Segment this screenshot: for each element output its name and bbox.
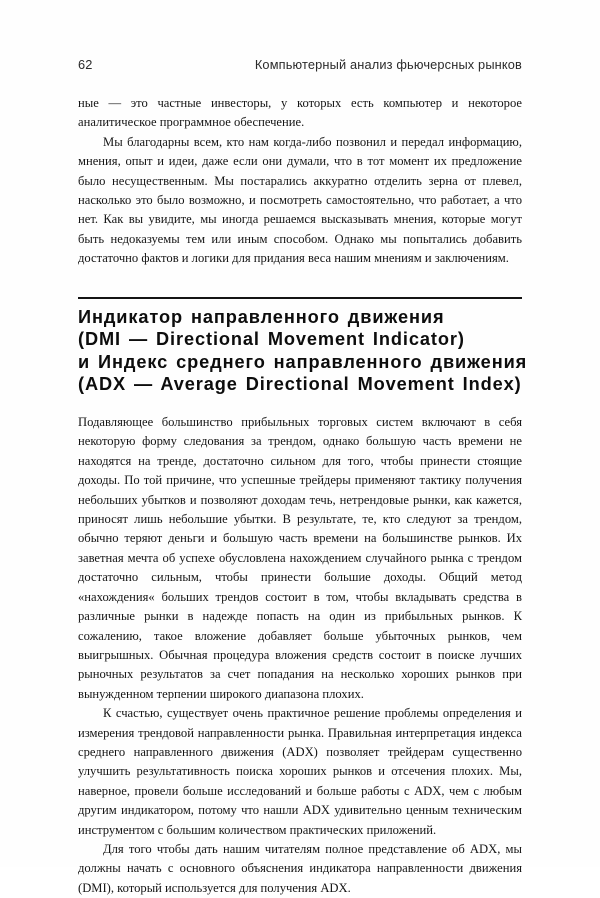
- section-divider-rule: [78, 297, 522, 299]
- section-title-line-2: (DMI — Directional Movement Indicator): [78, 329, 465, 350]
- running-header: [78, 57, 522, 72]
- section-title: [78, 306, 528, 396]
- section-title-line-1: Индикатор направленного движения: [78, 306, 445, 327]
- text-column: [78, 94, 528, 898]
- section-body: [78, 413, 522, 898]
- intro-section: [78, 94, 522, 269]
- paragraph-dmi-intro: Для того чтобы дать нашим читателям полное представление об ADX, мы должны начать с основного объяснения индикатора направленности движения (DMI), который используется для получения ADX.: [78, 841, 522, 895]
- section-heading-block: [78, 297, 528, 396]
- page-number: 62: [78, 57, 93, 72]
- paragraph-adx-solution: К счастью, существует очень практичное решение проблемы определения и измерения трендовой направленности рынка. Правильная интерпретация индекса среднего направленного движения (ADX) позволяет трейдерам существенно улучшить результативность поиска хороших рынков и отсечения плохих. Мы, наверное, провели больше исследований и больше работы с ADX, чем с любым другим индикатором, потому что нашли ADX удивительно ценным техническим инструментом с большим количеством практических приложений.: [78, 706, 522, 837]
- paragraph-trend-following: Подавляющее большинство прибыльных торговых систем включают в себя некоторую форму следования за трендом, однако большую часть времени не находятся на тренде, достаточно сильном для того, чтобы принести стоящие доходы. По той причине, что успешные трейдеры применяют тактику получения небольших убытков и позволяют доходам течь, нетрендовые рынки, как кажется, приносят лишь небольшие убытки. В результате, те, кто следуют за трендом, обычно теряют деньги и большую часть времени на большинстве рынков. Их заветная мечта об успехе обусловлена нахождением случайного рынка с трендом достаточно сильным, чтобы принести большие доходы. Общий метод «нахождения« больших трендов состоит в том, чтобы вкладывать средства в различные рынки в надежде попасть на один из прибыльных рынков. К сожалению, такое вложение добавляет больше убыточных рынков, чем выигрышных. Обычная процедура вложения средств состоит в поиске лучших рыночных результатов за счет попадания на несколько хороших рынков при вынужденном терпении широкого диапазона плохих.: [78, 415, 522, 701]
- running-head-title: Компьютерный анализ фьючерсных рынков: [254, 57, 522, 72]
- paragraph-continuation: ные — это частные инвесторы, у которых есть компьютер и некоторое аналитическое программное обеспечение.: [78, 96, 522, 130]
- paragraph-acknowledgements: Мы благодарны всем, кто нам когда-либо позвонил и передал информацию, мнения, опыт и идеи, даже если они думали, что в тот момент их предложение было несущественным. Мы постарались аккуратно отделить зерна от плевел, насколько это было возможно, и посмотреть самостоятельно, что работает, а что нет. Как вы увидите, мы иногда решаемся высказывать мнения, которые могут быть недоказуемы тем или иным способом. Однако мы попытались добавить достаточно фактов и логики для придания веса нашим мнениям и заключениям.: [78, 134, 522, 266]
- section-title-line-4: (ADX — Average Directional Movement Index): [78, 374, 522, 395]
- section-title-line-3: и Индекс среднего направленного движения: [78, 351, 528, 372]
